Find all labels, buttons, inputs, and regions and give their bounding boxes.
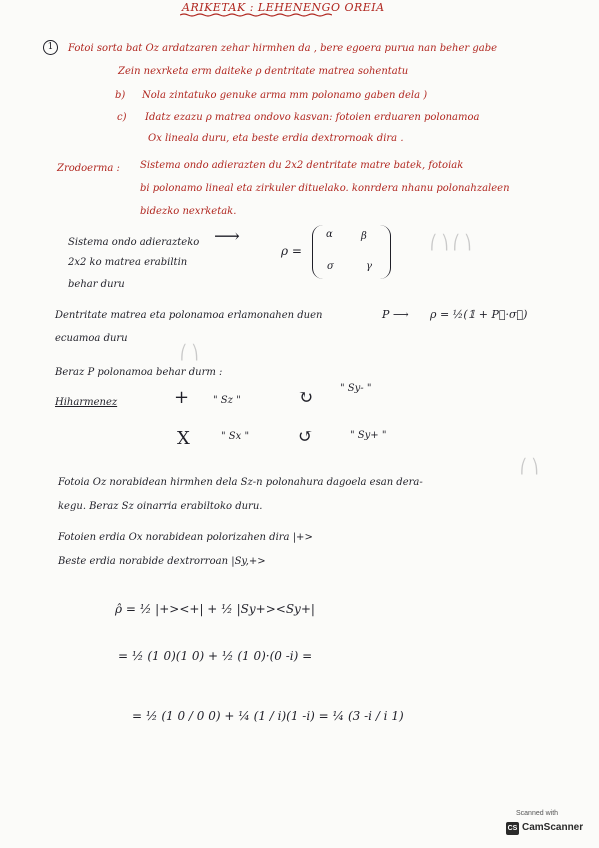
item-b-label: b) — [115, 90, 126, 101]
paragraph-3: Beste erdia norabide dextrorroan |Sy,+> — [58, 556, 266, 567]
p-arrow: P ⟶ — [382, 308, 409, 321]
clockwise-icon: ↻ — [298, 387, 314, 408]
item-b-text: Nola zintatuko genuke arma mm polonamo gaben dela ) — [142, 90, 428, 101]
arrow-icon: ⟶ — [214, 226, 240, 247]
counterclockwise-icon: ↺ — [298, 426, 314, 447]
body-line-1b: 2x2 ko matrea erabiltin — [68, 257, 188, 268]
item-c-text: Idatz ezazu ρ matrea ondovo kasvan: fotoien erduaren polonamoa — [145, 112, 480, 123]
matrix-sigma: σ — [327, 261, 334, 272]
camscanner-badge — [506, 808, 582, 840]
equation-2: = ½ (1 0)(1 0) + ½ (1 0)·(0 -i) = — [118, 649, 313, 663]
body-line-1c: behar duru — [68, 279, 125, 290]
equation-1: ρ̂ = ½ |+><+| + ½ |Sy+><Sy+| — [115, 602, 315, 616]
hiharmonez-label: Hiharmenez — [55, 397, 118, 408]
title-underline — [180, 13, 332, 17]
paragraph-2: Fotoien erdia Ox norabidean polorizahen dira |+> — [58, 532, 313, 543]
cross-symbol: X — [177, 428, 190, 449]
matrix-gamma: γ — [366, 261, 372, 272]
bleed-through-1: ⎛ ⎞ ⎛ ⎞ — [430, 235, 472, 251]
item-a-text: Zein nexrketa erm daiteke ρ dentritate matrea sohentatu — [118, 66, 409, 77]
problem-statement: Fotoi sorta bat Oz ardatzaren zehar hirmhen da , bere egoera purua nan beher gabe — [68, 43, 498, 54]
problem-number: 1 — [43, 40, 58, 55]
sy-minus-label: " Sy- " — [340, 383, 372, 394]
body-line-1a: Sistema ondo adierazteko — [68, 237, 200, 248]
item-c-continued: Ox lineala duru, eta beste erdia dextrornoak dira . — [148, 133, 404, 144]
matrix-right-paren — [380, 225, 391, 279]
rho-formula: ρ = ½(𝟙 + P⃗·σ⃗) — [430, 308, 528, 321]
plus-symbol: + — [174, 387, 190, 408]
oharra-line-2: bi polonamo lineal eta zirkuler dituelako. konrdera nhanu polonahzaleen — [140, 183, 510, 194]
paragraph-1b: kegu. Beraz Sz oinarria erabiltoko duru. — [58, 501, 263, 512]
sy-plus-label: " Sy+ " — [350, 430, 387, 441]
oharra-line-1: Sistema ondo adierazten du 2x2 dentritate matre batek, fotoiak — [140, 160, 464, 171]
scanned-with-text: Scanned with — [516, 810, 559, 817]
bleed-through-2: ⎛ ⎞ — [180, 345, 199, 361]
sz-label: " Sz " — [213, 395, 241, 406]
matrix-left-paren — [312, 225, 323, 279]
page-title: ARIKETAK : LEHENENGO OREIA — [182, 1, 385, 14]
sx-label: " Sx " — [221, 431, 250, 442]
oharra-label: Zrodoerma : — [57, 163, 120, 174]
camscanner-name: CamScanner — [522, 822, 584, 833]
camscanner-logo-icon: CS — [506, 822, 519, 835]
matrix-beta: β — [361, 231, 367, 242]
body-line-2a: Dentritate matrea eta polonamoa erlamonahen duen — [55, 310, 323, 321]
body-line-2b: ecuamoa duru — [55, 333, 128, 344]
item-c-label: c) — [117, 112, 127, 123]
paragraph-1a: Fotoia Oz norabidean hirmhen dela Sz-n polonahura dagoela esan dera- — [58, 477, 423, 488]
oharra-line-3: bidezko nexrketak. — [140, 206, 237, 217]
bleed-through-3: ⎛ ⎞ — [520, 459, 539, 475]
equation-3: = ½ (1 0 / 0 0) + ¼ (1 / i)(1 -i) = ¼ (3 -i / i 1) — [132, 709, 404, 723]
matrix-alpha: α — [326, 229, 333, 240]
rho-equals: ρ = — [281, 244, 302, 258]
body-line-3: Beraz P polonamoa behar durm : — [55, 367, 223, 378]
